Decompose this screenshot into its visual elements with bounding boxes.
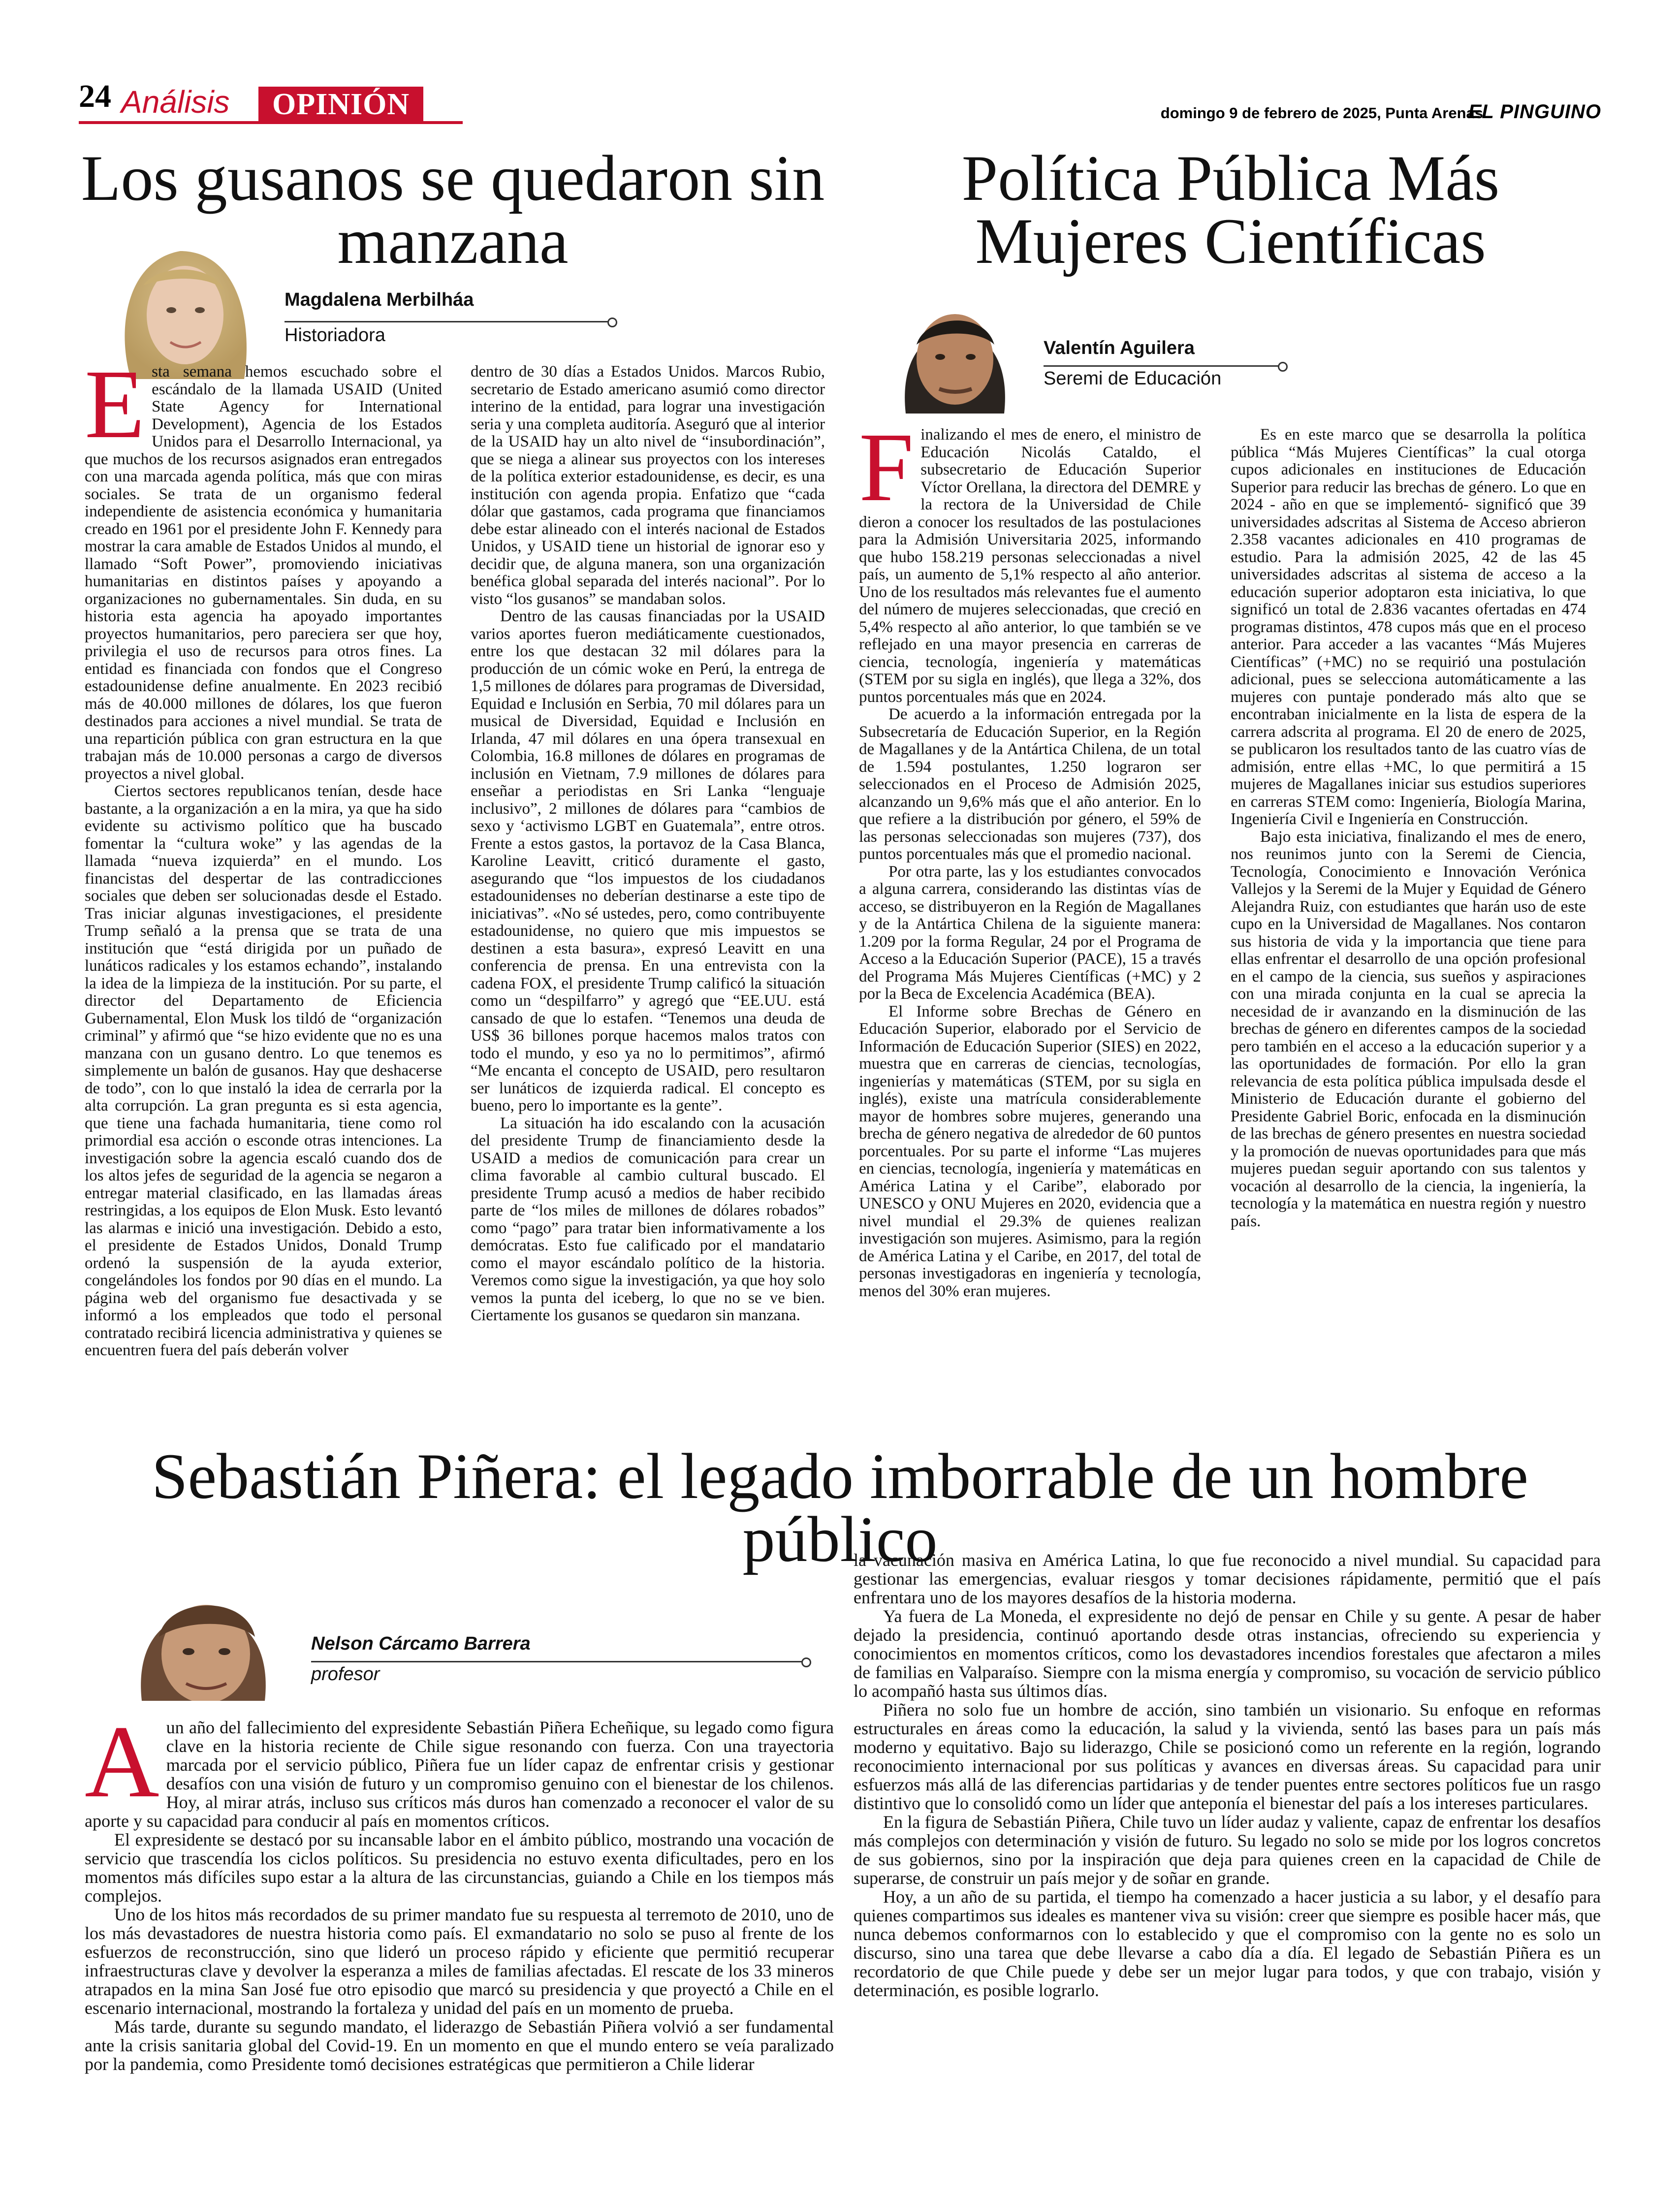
masthead-logo: EL PINGUINO	[1468, 101, 1601, 123]
article2-author-photo	[881, 290, 1029, 414]
article2-author-name: Valentín Aguilera	[1044, 338, 1195, 358]
article1-paragraph: Ciertos sectores republicanos tenían, desde hace bastante, a la organización a en la mira, ya que ha sido evidente su activismo político que ha buscado fomentar la “cultura woke” y las agendas de la llamada “nueva izquierda” en el mundo. Los financistas del despertar de las contradicciones sociales que deben ser solucionadas desde el Estado. Tras iniciar algunas investigaciones, el presidente Trump señaló a la prensa que se trata de una institución que “está dirigida por un puñado de lunáticos radicales y los estamos echando”, instalando la idea de la limpieza de la institución. Por su parte, el director del Departamento de Eficiencia Gubernamental, Elon Musk los tildó de “organización criminal” y afirmó que “se hizo evidente que no es una manzana con un gusano dentro. Lo que tenemos es simplemente un balón de gusanos. Hay que deshacerse de todo”, con lo que instaló la idea de cerrarla por la alta corrupción. La gran pregunta es si esta agencia, que tiene una fachada humanitaria, tiene como rol primordial esa acción o esconde otras intenciones. La investigación sobre la agencia escaló cuando dos de los altos jefes de seguridad de la agencia se negaron a entregar material clasificado, en las llamadas áreas restringidas, a los equipos de Elon Musk. Esto levantó las alarmas e inició una investigación. Debido a esto, el presidente de Estados Unidos, Donald Trump ordenó la suspensión de la ayuda exterior, congelándoles los fondos por 90 días en el mundo. La página web del organismo fue desactivada y se informó a los empleados que todo el personal contratado recibirá licencia administrativa y quienes se encuentren fuera del país deberán volver	[85, 782, 442, 1359]
article1-byline-rule	[285, 321, 609, 322]
article3-byline-rule-dot	[801, 1657, 811, 1667]
article3-dropcap: A	[85, 1718, 159, 1819]
article3-paragraph: Ya fuera de La Moneda, el expresidente no dejó de pensar en Chile y su gente. A pesar de haber dejado la presidencia, continuó aportando desde otras instancias, ofreciendo su experiencia y conocimientos en momentos críticos, como los devastadores incendios forestales que afectaron a miles de familias en Valparaíso. Siempre con la misma energía y compromiso, su vocación de servicio público lo acompañó hasta sus últimos días.	[854, 1606, 1601, 1701]
header-rule	[79, 121, 463, 124]
article1-byline-rule-dot	[607, 318, 617, 327]
article2-column-2	[1231, 426, 1586, 1352]
section-label-text: OPINIÓN	[272, 88, 410, 121]
article3-paragraph: la vacunación masiva en América Latina, lo que fue reconocido a nivel mundial. Su capacidad para gestionar las emergencias, evaluar riesgos y tomar decisiones rápidamente, permitió que el país enfrentara uno de los mayores desafíos de la historia moderna.	[854, 1551, 1601, 1607]
section-label	[258, 87, 423, 122]
article2-dropcap: F	[859, 426, 914, 522]
dateline: domingo 9 de febrero de 2025, Punta Arenas	[1160, 104, 1483, 122]
article3-column-1	[85, 1718, 834, 2107]
article3-author-name: Nelson Cárcamo Barrera	[311, 1633, 531, 1654]
article3-paragraph: Uno de los hitos más recordados de su primer mandato fue su respuesta al terremoto de 2010, uno de los más devastadores de nuestra historia como país. El exmandatario no solo se puso al frente de los esfuerzos de reconstrucción, sino que lideró un proceso rápido y eficiente que permitió recuperar infraestructuras clave y devolver la esperanza a miles de familias afectadas. El rescate de los 33 mineros atrapados en la mina San José fue otro episodio que marcó su presidencia y que proyectó a Chile en el escenario internacional, mostrando la fortaleza y unidad del país en un momento de prueba.	[85, 1905, 834, 2018]
article1-dropcap: E	[85, 363, 145, 459]
article1-headline: Los gusanos se quedaron sin manzana	[81, 142, 825, 277]
article2-paragraph: El Informe sobre Brechas de Género en Educación Superior, elaborado por el Servicio de Información de Educación Superior (SIES) en 2022, muestra que en carreras de ciencias, tecnologías, ingenierías y matemáticas (STEM, por su sigla en inglés), existe una matrícula considerablemente mayor de hombres sobre mujeres, generando una brecha de género negativa de alrededor de 60 puntos porcentuales. Por su parte el informe “Las mujeres en ciencias, tecnología, ingeniería y matemáticas en América Latina y el Caribe”, elaborado por UNESCO y ONU Mujeres en 2020, evidencia que a nivel mundial el 29.3% de quienes realizan investigación son mujeres. Asimismo, para la región de América Latina y el Caribe, en 2017, del total de personas investigadoras en ingeniería y tecnología, menos del 30% eran mujeres.	[859, 1002, 1201, 1300]
article1-author-name: Magdalena Merbilháa	[285, 289, 474, 310]
article3-paragraph: Piñera no solo fue un hombre de acción, sino también un visionario. Su enfoque en reformas estructurales en áreas como la educación, la salud y la vivienda, sentó las bases para un país más moderno y equitativo. Bajo su liderazgo, Chile se posicionó como un referente en la región, logrando reconocimiento internacional por sus políticas y avances en diversas áreas. Su capacidad para unir esfuerzos más allá de las diferencias partidarias y de tender puentes entre sectores políticos fue un rasgo distintivo que lo consolidó como un líder que anteponía el bienestar del país a los intereses particulares.	[854, 1700, 1601, 1813]
article2-paragraph: inalizando el mes de enero, el ministro de Educación Nicolás Cataldo, el subsecretario de Educación Superior Víctor Orellana, la directora del DEMRE y la rectora de la Universidad de Chile dieron a conocer los resultados de las postulaciones para la Admisión Universitaria 2025, informando que hubo 158.219 personas seleccionadas a nivel país, un aumento de 5,1% respecto al año anterior. Uno de los resultados más relevantes fue el aumento del número de mujeres seleccionadas, que creció en 5,4% respecto al año anterior, lo que también se ve reflejado en una mayor presencia en carreras de ciencia, tecnología, ingeniería y matemáticas (STEM por su sigla en inglés), que llega a 32%, dos puntos porcentuales más que en 2024.	[859, 426, 1201, 706]
article2-byline-rule	[1044, 365, 1280, 367]
article1-paragraph: Dentro de las causas financiadas por la USAID varios aportes fueron mediáticamente cuestionados, entre los que destacan 32 mil dólares para la producción de un cómic woke en Perú, la entrega de 1,5 millones de dólares para programas de Diversidad, Equidad e Inclusión en Serbia, 70 mil dólares para un musical de Diversidad, Equidad e Inclusión en Irlanda, 47 mil dólares en una ópera transexual en Colombia, 16.8 millones de dólares en programas de inclusión en Vietnam, 7.9 millones de dólares para enseñar a periodistas en Sri Lanka “lenguaje inclusivo”, 2 millones de dólares para “cambios de sexo y ‘activismo LGBT en Guatemala”, entre otros. Frente a estos gastos, la portavoz de la Casa Blanca, Karoline Leavitt, criticó duramente el gasto, asegurando que “los impuestos de los ciudadanos estadounidenses no deberían destinarse a este tipo de iniciativas”. «No sé ustedes, pero, como contribuyente estadounidense, no quiero que mis impuestos se destinen a esta basura», expresó Leavitt en una conferencia de prensa. En una entrevista con la cadena FOX, el presidente Trump calificó la situación como un “despilfarro” y agregó que “EE.UU. está cansado de que lo estafen. “Tenemos una deuda de US$ 36 billones porque hacemos malos tratos con todo el mundo, y eso ya no lo permitimos”, afirmó “Me encanta el concepto de USAID, pero resultaron ser lunáticos de izquierda radical. El concepto es bueno, pero lo importante es la gente”.	[471, 607, 825, 1115]
article3-paragraph: El expresidente se destacó por su incansable labor en el ámbito público, mostrando una vocación de servicio que trascendía los ciclos políticos. Su presidencia no estuvo exenta dificultades, pero en los momentos más difíciles supo estar a la altura de las circunstancias, guiando a Chile en los tiempos más complejos.	[85, 1830, 834, 1906]
article1-column-2	[471, 363, 825, 1415]
article2-paragraph: De acuerdo a la información entregada por la Subsecretaría de Educación Superior, en la Región de Magallanes y de la Antártica Chilena, de un total de 1.594 postulantes, 1.250 lograron ser seleccionados en el Proceso de Admisión 2025, alcanzando un 9,6% más que el año anterior. En lo que refiere a la distribución por género, el 59% de las personas seleccionadas son mujeres (737), dos puntos porcentuales más que el promedio nacional.	[859, 705, 1201, 863]
article2-paragraph: Bajo esta iniciativa, finalizando el mes de enero, nos reunimos junto con la Seremi de Ciencia, Tecnología, Conocimiento e Innovación Verónica Vallejos y la Seremi de la Mujer y Equidad de Género Alejandra Ruiz, con estudiantes que harán uso de este cupo en la Universidad de Magallanes. Nos contaron sus historia de vida y la importancia que tiene para ellas enfrentar el desarrollo de una opción profesional en el campo de la ciencia, sus sueños y aspiraciones con una mirada conjunta en la cual se aprecia la necesidad de ir avanzando en la disminución de las brechas de género en diferentes campos de la sociedad pero también en el acceso a la educación superior y a las oportunidades de formación. Por ello la gran relevancia de esta política pública impulsada desde el Ministerio de Educación durante el gobierno del Presidente Gabriel Boric, enfocada en la disminución de las brechas de género presentes en nuestra sociedad y la promoción de nuevas oportunidades para que más mujeres puedan seguir aportando con sus talentos y vocación al desarrollo de la ciencia, la ingeniería, la tecnología y la matemática en nuestra región y nuestro país.	[1231, 828, 1586, 1230]
article3-paragraph: Más tarde, durante su segundo mandato, el liderazgo de Sebastián Piñera volvió a ser fundamental ante la crisis sanitaria global del Covid-19. En un momento en que el mundo entero se veía paralizado por la pandemia, como Presidente tomó decisiones estratégicas que permitieron a Chile liderar	[85, 2017, 834, 2074]
article1-column-1	[85, 363, 442, 1415]
article2-author-role: Seremi de Educación	[1044, 368, 1222, 389]
article1-paragraph: dentro de 30 días a Estados Unidos. Marcos Rubio, secretario de Estado americano asumió como director interino de la entidad, para lograr una investigación seria y una completa auditoría. Aseguró que al interior de la USAID hay un alto nivel de “insubordinación”, que se niega a alinear sus proyectos con los intereses de la política exterior estadounidense, es decir, es una institución con agenda propia. Enfatizo que “cada dólar que gastamos, cada programa que financiamos debe estar alineado con el interés nacional de Estados Unidos, y USAID tiene un historial de ignorar eso y decidir que, de alguna manera, son una organización benéfica global separada del interés nacional”. Por lo visto “los gusanos” se mandaban solos.	[471, 363, 825, 608]
section-logo: Análisis	[121, 84, 230, 120]
article3-paragraph: un año del fallecimiento del expresidente Sebastián Piñera Echeñique, su legado como figura clave en la historia reciente de Chile sigue resonando con fuerza. Con una trayectoria marcada por el servicio público, Piñera fue un líder capaz de enfrentar crisis y gestionar desafíos con una visión de futuro y un compromiso genuino con el bienestar de los chilenos. Hoy, al mirar atrás, incluso sus críticos más duros han comenzado a reconocer el valor de su aporte y su capacidad para conducir al país en momentos críticos.	[85, 1718, 834, 1831]
article3-paragraph: En la figura de Sebastián Piñera, Chile tuvo un líder audaz y valiente, capaz de enfrentar los desafíos más complejos con determinación y visión de futuro. Su legado no solo se mide por los logros concretos de sus gobiernos, sino por la inspiración que deja para quienes creen en la capacidad de Chile de superarse, de construir un país mejor y de soñar en grande.	[854, 1812, 1601, 1888]
article1-paragraph: sta semana hemos escuchado sobre el escándalo de la llamada USAID (United State Agency for International Development), Agencia de los Estados Unidos para el Desarrollo Internacional, ya que muchos de los recursos asignados eran entregados con una marcada agenda política, más que con miras sociales. Se trata de un organismo federal independiente de asistencia económica y humanitaria creado en 1961 por el presidente John F. Kennedy para mostrar la cara amable de Estados Unidos al mundo, el llamado “Soft Power”, promoviendo iniciativas humanitarias en distintos países y apoyando a organizaciones no gubernamentales. Sin duda, en su historia esta agencia ha apoyado importantes proyectos humanitarios, pero pareciera ser que hoy, privilegia el uso de recursos para otros fines. La entidad es financiada con fondos que el Congreso estadounidense define anualmente. En 2023 recibió más de 40.000 millones de dólares, los que fueron destinados para acciones a nivel mundial. Se trata de una repartición pública con gran estructura en la que trabajan más de 10.000 personas a cargo de diversos proyectos a nivel global.	[85, 363, 442, 783]
article2-byline-rule-dot	[1278, 362, 1288, 372]
article1-author-photo	[96, 231, 264, 379]
article3-author-photo	[112, 1573, 294, 1701]
article3-column-2	[854, 1551, 1601, 2107]
article2-paragraph: Es en este marco que se desarrolla la política pública “Más Mujeres Científicas” la cual otorga cupos adicionales en instituciones de Educación Superior para reducir las brechas de género. Lo que en 2024 - año en que se implementó- significó que 39 universidades adscritas al Sistema de Acceso abrieron 2.358 vacantes adicionales en 410 programas de estudio. Para la admisión 2025, 42 de las 45 universidades adscritas al sistema de acceso a la educación superior adoptaron esta iniciativa, lo que significó un total de 2.836 vacantes ofertadas en 474 programas distintos, 478 cupos más que en el proceso anterior. Para acceder a las vacantes “Más Mujeres Científicas” (+MC) no se requirió una postulación adicional, pues se selecciona automáticamente a las mujeres con puntaje ponderado más alto que se encontraban inicialmente en la lista de espera de la carrera adscrita al programa. El 20 de enero de 2025, se publicaron los resultados tanto de las cuatro vías de admisión, entre ellas +MC, lo que permitirá a 15 mujeres de Magallanes iniciar sus estudios superiores en carreras STEM como: Ingeniería, Biología Marina, Ingeniería Civil e Ingeniería en Construcción.	[1231, 426, 1586, 828]
article3-byline-rule	[311, 1661, 803, 1662]
page-number: 24	[79, 78, 111, 114]
article2-paragraph: Por otra parte, las y los estudiantes convocados a alguna carrera, considerando las distintas vías de acceso, se distribuyeron en la Región de Magallanes y de la Antártica Chilena de la siguiente manera: 1.209 por la forma Regular, 24 por el Programa de Acceso a la Educación Superior (PACE), 15 a través del Programa Más Mujeres Científicas (+MC) y 2 por la Beca de Excelencia Académica (BEA).	[859, 862, 1201, 1003]
article1-author-role: Historiadora	[285, 325, 385, 346]
article3-author-role: profesor	[311, 1664, 380, 1685]
article1-paragraph: La situación ha ido escalando con la acusación del presidente Trump de financiamiento desde la USAID a medios de comunicación para crear un clima favorable al cambio cultural buscado. El presidente Trump acusó a medios de haber recibido parte de “los miles de millones de dólares robados” como “pago” para tratar bien informativamente a los demócratas. Esto fue calificado por el mandatario como el mayor escándalo político de la historia. Veremos como sigue la investigación, ya que hoy solo vemos la punta del iceberg, lo que no se ve bien. Ciertamente los gusanos se quedaron sin manzana.	[471, 1114, 825, 1324]
article3-headline: Sebastián Piñera: el legado imborrable de un hombre público	[152, 1440, 1528, 1575]
article2-headline: Política Pública Más Mujeres Científicas	[961, 142, 1500, 277]
article3-paragraph: Hoy, a un año de su partida, el tiempo ha comenzado a hacer justicia a su labor, y el desafío para quienes compartimos sus ideales es mantener viva su visión: creer que siempre es posible hacer más, que nunca debemos conformarnos con lo establecido y que el compromiso con la gente no es solo un discurso, sino una tarea que debe llevarse a cabo día a día. El legado de Sebastián Piñera es un recordatorio de que Chile puede y debe ser un mejor lugar para todos, y que con trabajo, visión y determinación, es posible lograrlo.	[854, 1887, 1601, 2000]
article2-column-1	[859, 426, 1201, 1352]
